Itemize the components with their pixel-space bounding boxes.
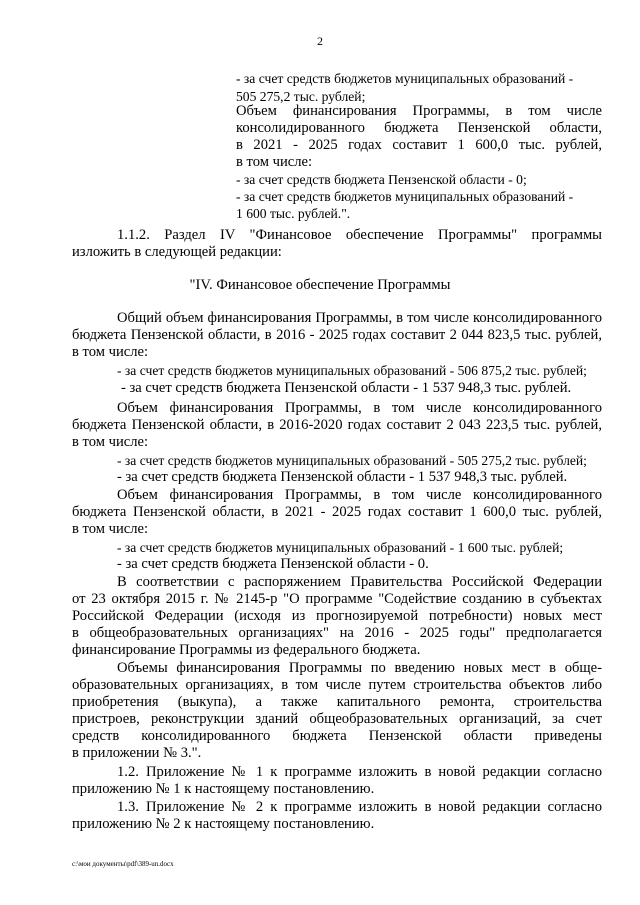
- body-line: Российской Федерации (исходя из прогнозируемой потребности) новых мест: [72, 608, 602, 624]
- body-line: - за счет средств бюджетов муниципальных образований - 1 600 тыс. рублей;: [117, 540, 564, 555]
- body-line: в том числе:: [72, 434, 149, 450]
- item-1-1-2-line: изложить в следующей редакции:: [72, 244, 282, 260]
- body-line: бюджета Пензенской области, в 2016 - 2025 годах составит 2 044 823,5 тыс. рублей,: [72, 327, 602, 343]
- body-line: в том числе:: [72, 344, 149, 360]
- item-1-1-2-line: 1.1.2. Раздел IV "Финансовое обеспечение Программы" программы: [117, 227, 602, 243]
- body-line: - за счет средств бюджета Пензенской области - 1 537 948,3 тыс. рублей.: [117, 469, 568, 485]
- body-line: 1.3. Приложение № 2 к программе изложить в новой редакции согласно: [117, 799, 602, 815]
- body-line: - за счет средств бюджетов муниципальных образований - 506 875,2 тыс. рублей;: [117, 363, 587, 378]
- body-line: от 23 октября 2015 г. № 2145-р "О программе "Содействие созданию в субъектах: [72, 591, 602, 607]
- top-line: - за счет средств бюджетов муниципальных образований -: [236, 189, 574, 204]
- top-line: 1 600 тыс. рублей.".: [236, 206, 351, 221]
- section-heading: "IV. Финансовое обеспечение Программы: [189, 277, 451, 293]
- body-line: приложению № 2 к настоящему постановлению.: [72, 816, 375, 832]
- top-line: - за счет средств бюджета Пензенской области - 0;: [236, 172, 527, 187]
- top-line: Объем финансирования Программы, в том числе: [236, 103, 602, 119]
- body-line: Объем финансирования Программы, в том числе консолидированного: [117, 487, 602, 503]
- body-line: в общеобразовательных организациях" на 2016 - 2025 годы" предполагается: [72, 625, 602, 641]
- body-line: Общий объем финансирования Программы, в том числе консолидированного: [117, 310, 602, 326]
- top-line: - за счет средств бюджетов муниципальных образований -: [236, 71, 574, 86]
- top-line: в 2021 - 2025 годах составит 1 600,0 тыс. рублей,: [236, 137, 602, 153]
- top-line: консолидированного бюджета Пензенской области,: [236, 120, 602, 136]
- body-line: - за счет средств бюджетов муниципальных образований - 505 275,2 тыс. рублей;: [117, 453, 587, 468]
- body-line: бюджета Пензенской области, в 2016-2020 годах составит 2 043 223,5 тыс. рублей,: [72, 417, 602, 433]
- body-line: образовательных организациях, в том числе путем строительства объектов либо: [72, 677, 602, 693]
- body-line: пристроев, реконструкции зданий общеобразовательных организаций, за счет: [72, 711, 602, 727]
- body-line: - за счет средств бюджета Пензенской области - 1 537 948,3 тыс. рублей.: [121, 380, 572, 396]
- body-line: приложению № 1 к настоящему постановлению.: [72, 781, 375, 797]
- body-line: приобретения (выкупа), а также капитального ремонта, строительства: [72, 694, 602, 710]
- body-line: Объем финансирования Программы, в том числе консолидированного: [117, 400, 602, 416]
- body-line: Объемы финансирования Программы по введению новых мест в обще-: [117, 660, 602, 676]
- top-line: в том числе:: [236, 154, 313, 170]
- top-line: 505 275,2 тыс. рублей;: [236, 89, 366, 104]
- body-line: бюджета Пензенской области, в 2021 - 2025 годах составит 1 600,0 тыс. рублей,: [72, 504, 602, 520]
- body-line: средств консолидированного бюджета Пензенской области приведены: [72, 728, 602, 744]
- body-line: - за счет средств бюджета Пензенской области - 0.: [117, 556, 429, 572]
- body-line: в приложении № 3.".: [72, 745, 202, 761]
- body-line: в том числе:: [72, 521, 149, 537]
- body-line: В соответствии с распоряжением Правительства Российской Федерации: [117, 574, 602, 590]
- page-number: 2: [317, 34, 323, 48]
- footer-file-path: c:\мои документы\pdf\389-un.docx: [72, 860, 174, 868]
- body-line: финансирование Программы из федерального бюджета.: [72, 642, 421, 658]
- body-line: 1.2. Приложение № 1 к программе изложить в новой редакции согласно: [117, 764, 602, 780]
